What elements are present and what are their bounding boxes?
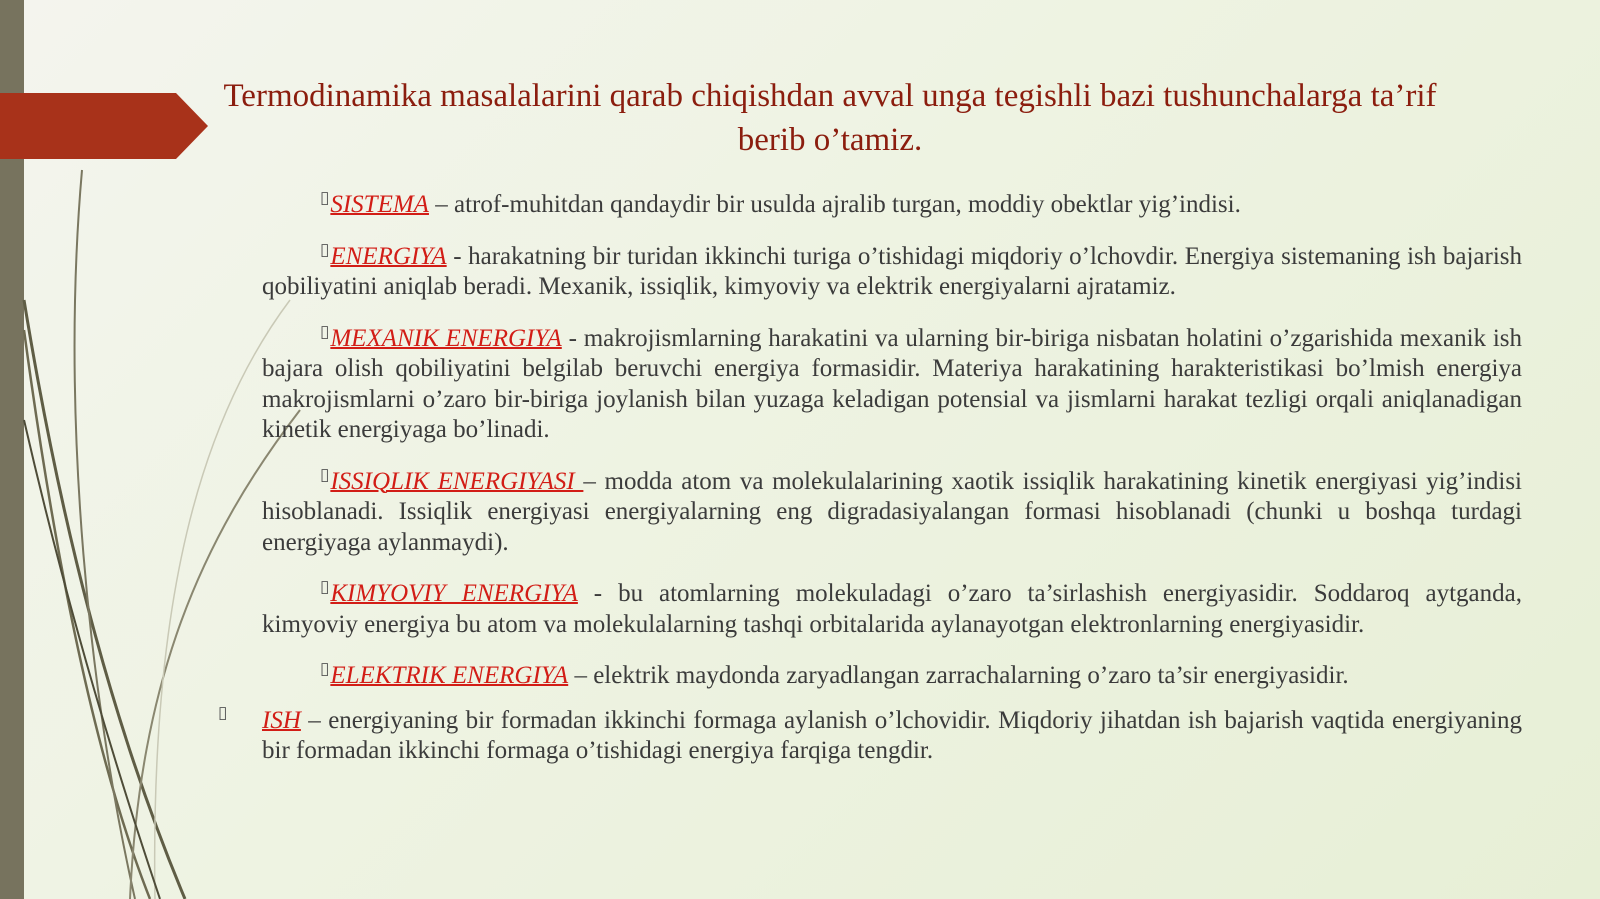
bullet-icon: ▯ xyxy=(320,188,330,208)
definition-item-ish xyxy=(218,702,1522,767)
definition-item-elektrik-energiya xyxy=(262,654,1522,692)
definition-text: - harakatning bir turidan ikkinchi turiga o’tishidagi miqdoriy o’lchovdir. Energiya sistemaning ish bajarish qobiliyatini aniqlab beradi. Mexanik, issiqlik, kimyoviy va elektrik energiyalarni ajratamiz. xyxy=(262,242,1522,300)
term-link-ish[interactable]: ISH xyxy=(262,706,301,734)
definition-item-energiya xyxy=(262,235,1522,303)
definition-text: - bu atomlarning molekuladagi o’zaro ta’sirlashish energiyasidir. Soddaroq aytganda, kimyoviy energiya bu atom va molekulalarning tashqi orbitalarida aylanayotgan elektronlarning energiyasidir. xyxy=(262,580,1522,638)
definition-text: – atrof-muhitdan qandaydir bir usulda ajralib turgan, moddiy obektlar yig’indisi. xyxy=(428,191,1241,218)
definition-item-kimyoviy-energiya xyxy=(262,572,1522,640)
definition-text: - makrojismlarning harakatini va ularning bir-biriga nisbatan holatini o’zgarishida mexanik ish bajara olish qobiliyatini belgilab beruvchi energiya formasidir. Materiya harakatining harakteristikasi bo’lmish energiya makrojismlarni o’zaro bir-biriga joylanish bilan yuzaga keladigan potensial va jismlarni harakat tezligi orqali aniqlanadigan kinetik energiyaga bo’linadi. xyxy=(262,324,1522,443)
definition-item-mexanik-energiya xyxy=(262,317,1522,446)
term-link-kimyoviy-energiya[interactable]: KIMYOVIY ENERGIYA xyxy=(330,580,578,607)
bullet-icon: ▯ xyxy=(320,464,330,485)
term-link-mexanik-energiya[interactable]: MEXANIK ENERGIYA xyxy=(330,324,562,352)
bullet-icon: ▯ xyxy=(320,321,330,342)
term-link-elektrik-energiya[interactable]: ELEKTRIK ENERGIYA xyxy=(330,662,569,689)
bullet-icon: ▯ xyxy=(320,659,330,679)
term-link-issiqlik-energiyasi[interactable]: ISSIQLIK ENERGIYASI xyxy=(330,467,584,495)
definition-text: – elektrik maydonda zaryadlangan zarrachalarning o’zaro ta’sir energiyasidir. xyxy=(568,662,1349,689)
bullet-icon: ▯ xyxy=(320,577,330,597)
definition-text: – modda atom va molekulalarining xaotik issiqlik harakatining kinetik energiyasi yig’indisi hisoblanadi. Issiqlik energiyasi energiyalarning eng digradasiyalangan formasi hisoblanadi (chunki u boshqa turdagi energiyaga aylanmaydi). xyxy=(262,467,1522,556)
definition-text: – energiyaning bir formadan ikkinchi formaga aylanish o’lchovidir. Miqdoriy jihatdan ish bajarish vaqtida energiyaning bir formadan ikkinchi formaga o’tishidagi energiya farqiga tengdir. xyxy=(262,706,1522,764)
definitions-list xyxy=(218,183,1522,781)
bullet-icon: ▯ xyxy=(218,702,228,723)
term-link-sistema[interactable]: SISTEMA xyxy=(330,191,429,218)
title-accent-arrow xyxy=(0,93,210,159)
term-link-energiya[interactable]: ENERGIYA xyxy=(330,242,447,270)
definition-item-issiqlik-energiyasi xyxy=(262,460,1522,559)
bullet-icon: ▯ xyxy=(320,239,330,260)
definition-item-sistema xyxy=(262,183,1522,221)
slide-title: Termodinamika masalalarini qarab chiqishdan avval unga tegishli bazi tushunchalarga ta’rif berib o’tamiz. xyxy=(223,78,1437,158)
